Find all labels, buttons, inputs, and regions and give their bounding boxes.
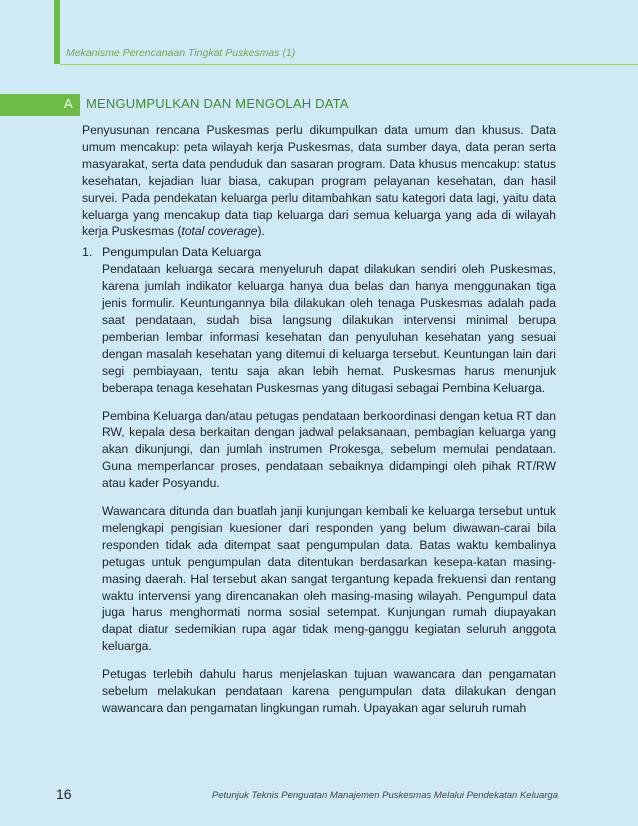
section-title: MENGUMPULKAN DAN MENGOLAH DATA <box>86 96 349 111</box>
intro-text-end: ). <box>257 224 265 239</box>
footer-title: Petunjuk Teknis Penguatan Manajemen Puskesmas Melalui Pendekatan Keluarga <box>211 790 558 801</box>
paragraph: Pendataan keluarga secara menyeluruh dapat dilakukan sendiri oleh Puskesmas, karena jumlah indikator keluarga hanya dua belas dan hanya menggunakan tiga jenis formulir. Keuntungannya bila dilakukan oleh tenaga Puskesmas adalah pada saat pendataan, sudah bisa langsung dilakukan intervensi minimal berupa pemberian lembar informasi kesehatan dan penyuluhan kesehatan yang sesuai dengan masalah kesehatan yang ditemui di keluarga tersebut. Keuntungan lain dari segi pembiayaan, tentu saja akan lebih hemat. Puskesmas harus menunjuk beberapa tenaga kesehatan Puskesmas yang ditugasi sebagai Pembina Keluarga. <box>102 262 556 395</box>
header-accent-bar <box>54 0 60 64</box>
intro-paragraph <box>82 122 556 240</box>
paragraph: Wawancara ditunda dan buatlah janji kunjungan kembali ke keluarga tersebut untuk melengkapi pengisian kuesioner dari responden yang belum diwawan-carai bila responden tidak ada ditempat saat pengumpulan data. Batas waktu kembalinya petugas untuk pengumpulan data ditentukan berdasarkan kesepa-katan masing-masing daerah. Hal tersebut akan sangat tergantung kepada frekuensi dan rentang waktu intervensi yang direncanakan oleh masing-masing wilayah. Pengumpul data juga harus menghormati norma sosial setempat. Kunjungan rumah diupayakan dapat diatur sedemikian rupa agar tidak meng-ganggu kegiatan seluruh anggota keluarga. <box>102 504 556 654</box>
section-letter: A <box>64 96 73 111</box>
intro-italic-term: total coverage <box>181 224 258 239</box>
running-header: Mekanisme Perencanaan Tingkat Puskesmas (1) <box>66 47 296 59</box>
item-title: Pengumpulan Data Keluarga <box>102 245 262 260</box>
item-number: 1. <box>82 245 93 260</box>
paragraph: Pembina Keluarga dan/atau petugas pendataan berkoordinasi dengan ketua RT dan RW, kepala desa berkaitan dengan jadwal pelaksanaan, pembagian keluarga yang akan dikunjungi, dan jumlah instrumen Prokesga, sebelum memulai pendataan. Guna memperlancar proses, pendataan sebaiknya didampingi oleh pihak RT/RW atau kader Posyandu. <box>102 408 556 491</box>
item-heading <box>82 244 556 261</box>
paragraph: Petugas terlebih dahulu harus menjelaskan tujuan wawancara dan pengamatan sebelum melakukan pendataan karena pengumpulan data dilakukan dengan wawancara dan pengamatan lingkungan rumah. Upayakan agar seluruh rumah <box>102 667 556 715</box>
page-number: 16 <box>56 786 72 802</box>
intro-text: Penyusunan rencana Puskesmas perlu dikumpulkan data umum dan khusus. Data umum mencakup: peta wilayah kerja Puskesmas, data sumber daya, data peran serta masyarakat, serta data penduduk dan sasaran program. Data khusus mencakup: status kesehatan, kejadian luar biasa, cakupan program pelayanan kesehatan, dan hasil survei. Pada pendekatan keluarga perlu ditambahkan satu kategori data lagi, yaitu data keluarga yang mencakup data tiap keluarga dari semua keluarga yang ada di wilayah kerja Puskesmas ( <box>82 123 556 239</box>
header-rule <box>60 64 638 65</box>
body-content <box>82 122 556 717</box>
